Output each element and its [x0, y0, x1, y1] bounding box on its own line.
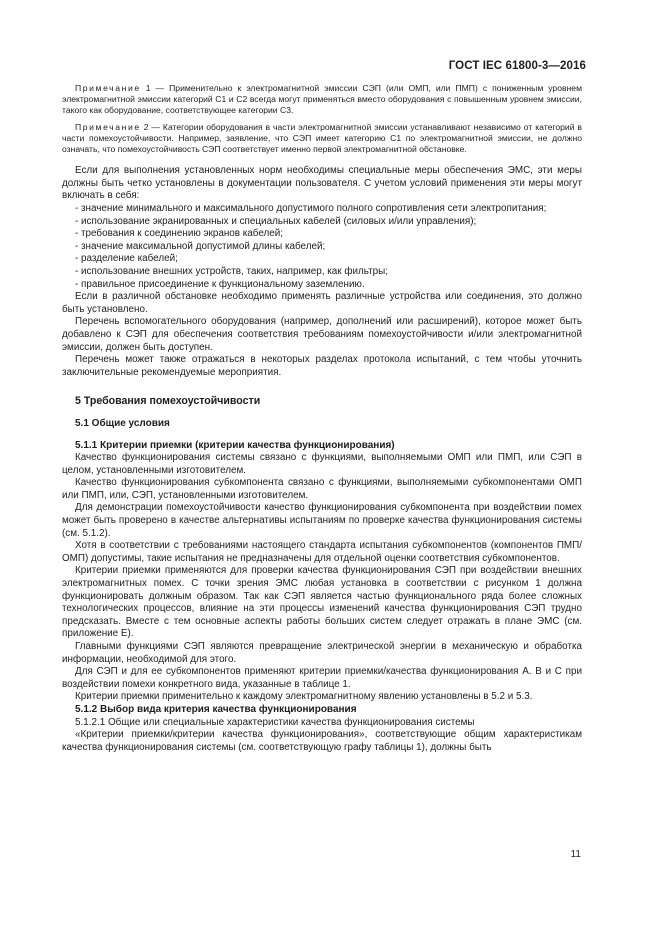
emc-measures-list — [62, 203, 582, 291]
paragraph-environment: Если в различной обстановке необходимо применять различные устройства или соединения, это должно быть установлено. — [62, 291, 582, 315]
list-item: - разделение кабелей; — [75, 253, 178, 265]
list-item: - значение минимального и максимального допустимого полного сопротивления сети электропитания; — [75, 203, 547, 214]
paragraph-test-report: Перечень может также отражаться в некоторых разделах протокола испытаний, с тем чтобы уточнить заключительные рекомендуемые мероприятия. — [62, 354, 582, 378]
note-2-keyword: Примечание — [75, 121, 141, 132]
page-content — [62, 83, 582, 754]
list-item: - правильное присоединение к функциональному заземлению. — [75, 278, 365, 290]
section-5-1-heading: 5.1 Общие условия — [75, 417, 170, 429]
list-item: - использование внешних устройств, таких, например, как фильтры; — [75, 265, 388, 277]
list-item: - значение максимальной допустимой длины кабелей; — [75, 240, 326, 252]
section-5-heading: 5 Требования помехоустойчивости — [75, 395, 261, 408]
paragraph: Критерии приемки применительно к каждому электромагнитному явлению установлены в 5.2 и 5.3. — [75, 691, 533, 703]
list-item: - использование экранированных и специальных кабелей (силовых и/или управления); — [75, 215, 477, 227]
paragraph: Для СЭП и для ее субкомпонентов применяют критерии приемки/качества функционирования А. В и С при воздействии помехи конкретного вида, указанные в таблице 1. — [62, 666, 582, 690]
paragraph-emc-measures-intro: Если для выполнения установленных норм необходимы специальные меры обеспечения ЭМС, эти меры должны быть четко установлены в документации пользователя. С учетом условий применения эти меры могут включать в себя: — [62, 165, 582, 202]
paragraph: Критерии приемки применяются для проверки качества функционирования СЭП при воздействии внешних электромагнитных помех. С точки зрения ЭМС любая установка в соответствии с рисунком 1 должна функционировать должным образом. Так как СЭП является частью функционального ряда более сложных технологических процессов, влияние на эти процессы изменений качества функционирования СЭП трудно предсказать. Вместе с тем основные аспекты работы больших систем следует отражать в плане ЭМС (см. приложение Е). — [62, 565, 582, 640]
document-code-header: ГОСТ IEC 61800-3—2016 — [448, 60, 586, 72]
note-2-text: 2 — Категории оборудования в части электромагнитной эмиссии устанавливают независимо от категорий в части помехоустойчивости. Например, заявление, что СЭП имеет категорию С1 по электромагнитной эмиссии, не должно означать, что помехоустойчивость СЭП соответствует именно первой электромагнитной обстановке. — [62, 121, 582, 155]
paragraph: Качество функционирования субкомпонента связано с функциями, выполняемыми субкомпонентами ОМП или ПМП, или, СЭП, установленными изготовителем. — [62, 477, 582, 501]
paragraph: Качество функционирования системы связано с функциями, выполняемыми ОМП или ПМП, или СЭП в целом, установленными изготовителем. — [62, 452, 582, 476]
paragraph: Для демонстрации помехоустойчивости качество функционирования субкомпонента при воздействии помех может быть проверено в качестве альтернативы испытаниям по проверке качества функционирования системы (см. 5.1.2). — [62, 502, 582, 539]
note-1-keyword: Примечание — [75, 83, 141, 93]
paragraph-auxiliary-equipment: Перечень вспомогательного оборудования (например, дополнений или расширений), которое может быть добавлено к СЭП для обеспечения соответствия требованиям помехоустойчивости и/или электромагнитной эмиссии, должен быть доступен. — [62, 316, 582, 353]
note-1 — [62, 83, 582, 117]
paragraph: «Критерии приемки/критерии качества функционирования», соответствующие общим характеристикам качества функционирования системы (см. соответствующую графу таблицы 1), должны быть — [62, 729, 582, 753]
note-1-text: 1 — Применительно к электромагнитной эмиссии СЭП (или ОМП, или ПМП) с пониженным уровнем электромагнитной эмиссии категорий С1 и С2 всегда могут применяться вместо оборудования с повышенным уровнем эмиссии, такого как оборудование, соответствующее категории С3. — [62, 83, 582, 116]
subsection-5-1-2-1-title: 5.1.2.1 Общие или специальные характеристики качества функционирования системы — [75, 716, 475, 728]
section-5-1-1-heading: 5.1.1 Критерии приемки (критерии качества функционирования) — [75, 439, 395, 451]
note-2 — [62, 122, 582, 156]
paragraph: Главными функциями СЭП являются превращение электрической энергии в механическую и обработка информации, необходимой для этого. — [62, 641, 582, 665]
paragraph: Хотя в соответствии с требованиями настоящего стандарта испытания субкомпонентов (компонентов ПМП/ОМП) допустимы, такие испытания не предназначены для отдельной оценки соответствия субкомпонентов. — [62, 540, 582, 564]
section-5-1-2-heading: 5.1.2 Выбор вида критерия качества функционирования — [75, 703, 357, 715]
list-item: - требования к соединению экранов кабелей; — [75, 228, 284, 240]
page-number: 11 — [570, 849, 581, 860]
